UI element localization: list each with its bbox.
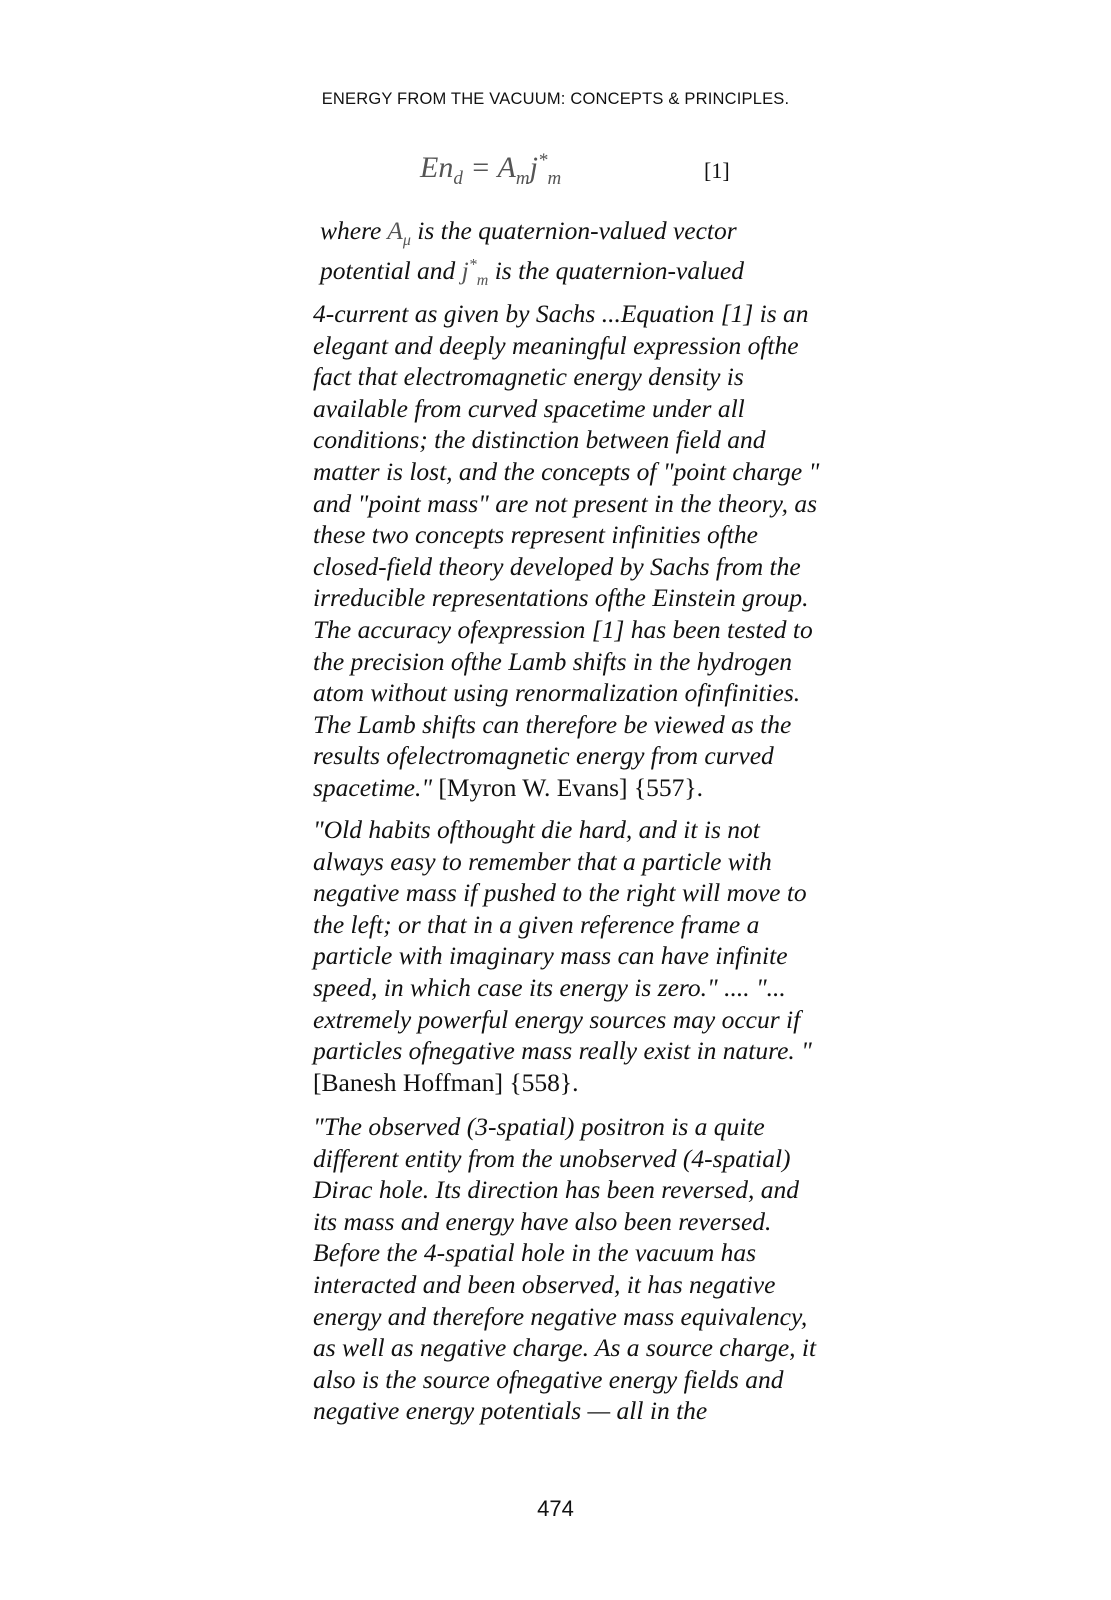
text-line: irreducible representations ofthe Einstein group. [313, 583, 809, 613]
where-line-2 [320, 256, 744, 290]
where-line-1-pre: where [320, 216, 382, 245]
symbol-a: A [387, 216, 403, 245]
text-line: and "point mass" are not present in the theory, as [313, 488, 817, 518]
equation-a: A [497, 151, 516, 184]
text-line: particle with imaginary mass can have infinite [313, 941, 788, 971]
where-line-2-post: is the quaternion-valued [494, 256, 744, 285]
quote-paragraph-hoffman [313, 814, 893, 1098]
equation-equals: = [470, 151, 491, 184]
equation-number: [1] [704, 158, 730, 183]
text-line: negative energy potentials — all in the [313, 1396, 708, 1426]
text-line: "Old habits ofthought die hard, and it is not [313, 815, 760, 844]
text-line: speed, in which case its energy is zero." .... "... [313, 972, 786, 1002]
page-number: 474 [537, 1496, 574, 1521]
text-line: energy and therefore negative mass equivalency, [313, 1301, 808, 1331]
text-line: Dirac hole. Its direction has been reversed, and [313, 1175, 800, 1205]
text-line: Before the 4-spatial hole in the vacuum has [313, 1238, 757, 1268]
symbol-j-subscript: m [476, 272, 489, 290]
text-line: interacted and been observed, it has negative [313, 1269, 776, 1299]
text-line: available from curved spacetime under all [313, 393, 745, 423]
text-line: The accuracy ofexpression [1] has been tested to [313, 614, 813, 644]
where-line-1 [320, 216, 737, 250]
text-line: always easy to remember that a particle with [313, 846, 772, 876]
symbol-j: j [461, 256, 469, 285]
quote-ending: spacetime." [313, 772, 433, 802]
text-line: fact that electromagnetic energy density is [313, 362, 744, 392]
citation-hoffman: [Banesh Hoffman] {558}. [313, 1067, 579, 1097]
running-header: ENERGY FROM THE VACUUM: CONCEPTS & PRINCIPLES. [321, 90, 790, 108]
where-line-2-pre: potential and [320, 256, 456, 285]
text-line: 4-current as given by Sachs ...Equation [1] is an [313, 299, 809, 328]
citation-evans: [Myron W. Evans] {557}. [432, 772, 704, 802]
text-line: closed-field theory developed by Sachs from the [313, 551, 801, 581]
symbol-a-subscript: μ [402, 232, 411, 250]
equation-lhs-subscript: d [453, 168, 463, 189]
equation-j-superscript: * [537, 150, 548, 171]
text-line: elegant and deeply meaningful expression ofthe [313, 330, 799, 360]
text-line: its mass and energy have also been reversed. [313, 1206, 772, 1236]
quote-paragraph-dirac [313, 1111, 893, 1427]
text-line: different entity from the unobserved (4-spatial) [313, 1143, 791, 1173]
symbol-j-superscript: * [468, 256, 477, 274]
text-line: negative mass if pushed to the right will move to [313, 878, 807, 908]
text-line-last [313, 772, 893, 804]
symbol-a-mu [387, 216, 411, 250]
text-line: matter is lost, and the concepts of "point charge " [313, 456, 820, 486]
equation-j-subscript: m [547, 168, 562, 189]
text-line: extremely powerful energy sources may occur if [313, 1004, 801, 1034]
equation-1 [420, 150, 561, 190]
text-line: the left; or that in a given reference frame a [313, 909, 760, 939]
quote-paragraph-evans [313, 298, 893, 804]
equation-a-subscript: m [515, 168, 530, 189]
text-line: the precision ofthe Lamb shifts in the hydrogen [313, 646, 793, 676]
text-line: conditions; the distinction between field and [313, 425, 766, 455]
where-line-1-post: is the quaternion-valued vector [417, 216, 737, 245]
text-line: as well as negative charge. As a source charge, it [313, 1333, 817, 1363]
equation-lhs: En [420, 151, 454, 184]
symbol-j-m [461, 256, 489, 290]
text-line: these two concepts represent infinities ofthe [313, 520, 758, 550]
text-line: "The observed (3-spatial) positron is a quite [313, 1112, 765, 1141]
equation-j: j [529, 151, 538, 184]
text-line: atom without using renormalization ofinfinities. [313, 678, 801, 708]
text-line: also is the source ofnegative energy fields and [313, 1364, 784, 1394]
text-line: The Lamb shifts can therefore be viewed as the [313, 709, 792, 739]
text-line: particles ofnegative mass really exist in nature. " [313, 1036, 812, 1066]
text-line: results ofelectromagnetic energy from curved [313, 741, 774, 771]
